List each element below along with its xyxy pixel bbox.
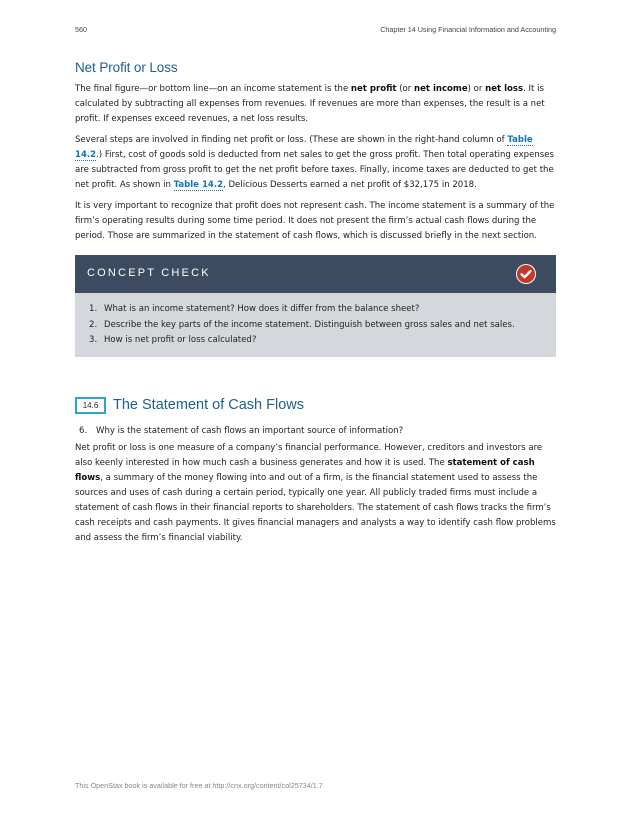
text-run: (or (396, 84, 415, 94)
table-14-2-link[interactable]: Table 14.2 (173, 180, 224, 190)
text-run: , a summary of the money flowing into and out of a firm, is the financial statement used to assess the sources and uses of cash during a certain period, typically one year. All publicly traded firms must include a statement of cash flows in their financial reports to shareholders. The statement of cash flows tracks the firm’s cash receipts and cash payments. It gives financial managers and analysts a way to identify cash flow problems and assess the firm’s financial viability. (75, 472, 556, 543)
item-number: 3. (89, 335, 98, 345)
section-title-cash-flows: The Statement of Cash Flows (113, 397, 304, 413)
item-text: What is an income statement? How does it differ from the balance sheet? (104, 304, 420, 314)
item-number: 2. (89, 319, 98, 330)
text-run: Net profit or loss is one measure of a company’s financial performance. However, creditors and investors are also keenly interested in how much cash a business generates and how it is used. The (75, 442, 543, 468)
concept-check-list (89, 302, 544, 349)
text-run: The final figure—or bottom line—on an income statement is the (75, 84, 351, 94)
paragraph-net-profit-definition (75, 82, 556, 127)
term-net-income: net income (414, 84, 468, 94)
section-title-net-profit: Net Profit or Loss (75, 60, 178, 75)
learning-objective (79, 424, 560, 439)
text-run: . It is calculated by subtracting all expenses from revenues. If revenues are more than expenses, the result is a net profit. If expenses exceed revenues, a net loss results. (75, 84, 545, 124)
term-net-loss: net loss (485, 84, 524, 94)
paragraph-net-profit-steps (75, 133, 556, 193)
section-heading-cash-flows (75, 397, 556, 414)
text-run: ) or (467, 84, 486, 94)
term-statement-of-cash-flows: statement of cash flows (75, 457, 535, 483)
objective-number: 6. (79, 425, 88, 436)
paragraph-cash-flows (75, 441, 556, 546)
item-text: Describe the key parts of the income statement. Distinguish between gross sales and net sales. (104, 319, 515, 330)
concept-check-item (89, 318, 544, 334)
item-text: How is net profit or loss calculated? (104, 335, 257, 345)
term-net-profit: net profit (350, 84, 397, 94)
concept-check-title: CONCEPT CHECK (87, 267, 211, 279)
concept-check-header (75, 255, 556, 293)
text-run: Several steps are involved in finding net profit or loss. (These are shown in the right-hand column of (75, 135, 508, 145)
objective-text: Why is the statement of cash flows an important source of information? (96, 425, 404, 436)
concept-check-item (89, 333, 544, 349)
section-number-badge: 14.6 (75, 397, 106, 414)
page-number: 560 (75, 25, 87, 34)
check-circle-icon (516, 264, 536, 284)
text-run: , Delicious Desserts earned a net profit of $32,175 in 2018. (223, 180, 477, 190)
concept-check-item (89, 302, 544, 318)
footer-attribution: This OpenStax book is available for free at http://cnx.org/content/col25734/1.7 (75, 781, 323, 790)
item-number: 1. (89, 304, 98, 314)
page-content (75, 60, 556, 552)
concept-check-body (75, 293, 556, 357)
concept-check-box (75, 255, 556, 357)
table-14-2-link[interactable]: Table 14.2 (75, 135, 533, 160)
chapter-title: Chapter 14 Using Financial Information and Accounting (380, 25, 556, 34)
text-run: .) First, cost of goods sold is deducted from net sales to get the gross profit. Then total operating expenses are subtracted from gross profit to get the net profit before taxes. Finally, income taxes are deducted to get the net profit. As shown in (75, 150, 554, 190)
paragraph-profit-vs-cash: It is very important to recognize that profit does not represent cash. The income statement is a summary of the firm’s operating results during some time period. It does not present the firm’s actual cash flows during the period. Those are summarized in the statement of cash flows, which is discussed briefly in the next section. (75, 201, 555, 241)
